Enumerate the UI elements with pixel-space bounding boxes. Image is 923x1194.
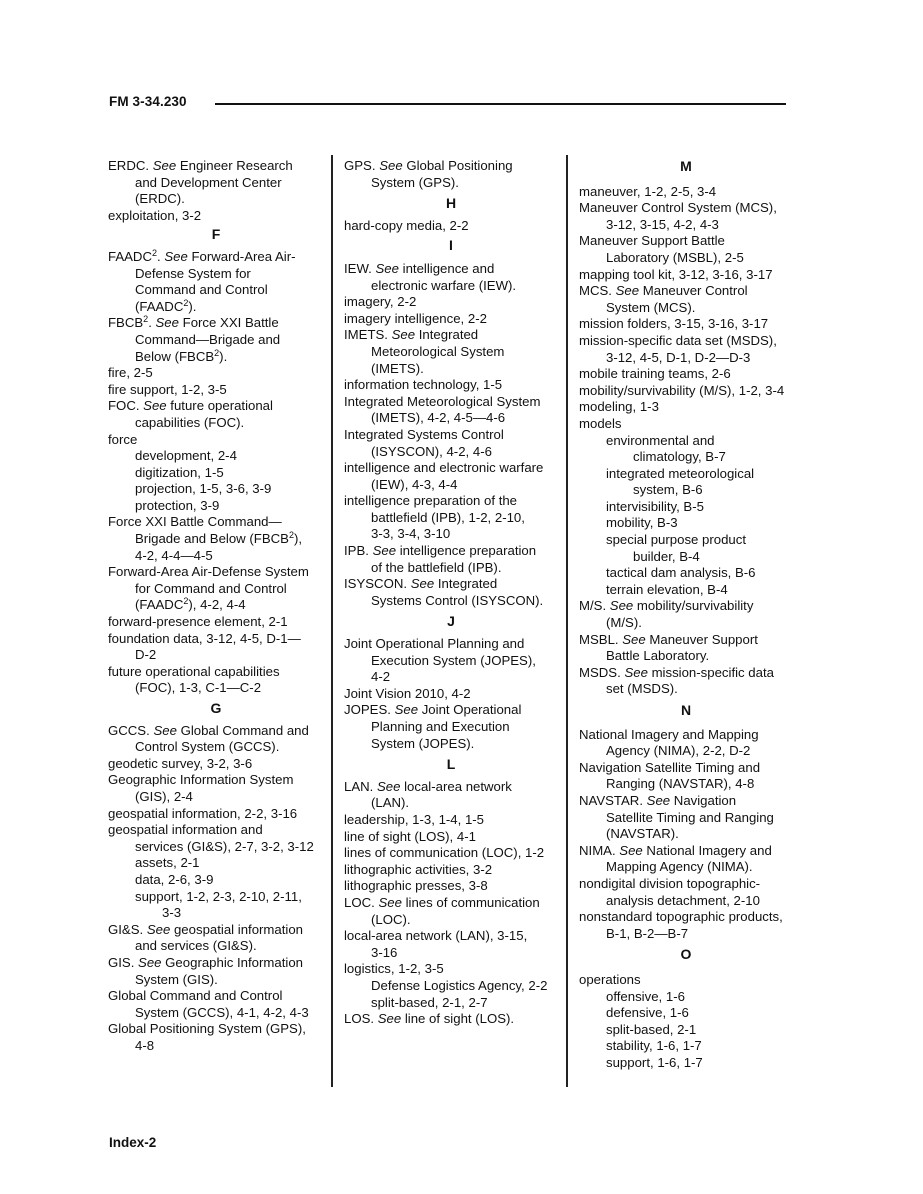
index-entry: National Imagery and Mapping Agency (NIMA), 2-2, D-2 <box>579 726 759 759</box>
index-entry: Integrated Meteorological System (IMETS), 4-2, 4-5—4-6 <box>344 393 541 426</box>
index-entry: MSDS. See mission-specific data set (MSDS). <box>579 664 774 697</box>
index-entry: Maneuver Support Battle Laboratory (MSBL), 2-5 <box>579 233 744 265</box>
index-entry: fire, 2-5 <box>108 365 153 381</box>
index-column-3 <box>579 158 793 1071</box>
index-entry: logistics, 1-2, 3-5 Defense Logistics Agency, 2-2 split-based, 2-1, 2-7 <box>344 961 548 1010</box>
index-entry: Geographic Information System (GIS), 2-4 <box>108 772 294 804</box>
index-entry: Force XXI Battle Command— Brigade and Below (FBCB$^2$), 4-2, 4-4—4-5 <box>108 514 303 563</box>
section-letter-f: F <box>211 226 221 243</box>
index-entry: Global Command and Control System (GCCS), 4-1, 4-2, 4-3 <box>108 988 309 1020</box>
index-entry: FAADC$^2$. See Forward-Area Air- Defense System for Command and Control (FAADC$^2$). <box>108 247 296 314</box>
index-entry: lithographic presses, 3-8 <box>344 878 488 894</box>
index-entry: intelligence and electronic warfare (IEW), 4-3, 4-4 <box>344 460 544 492</box>
index-entry: line of sight (LOS), 4-1 <box>344 828 476 844</box>
index-column-1 <box>108 158 324 1054</box>
index-entry: geospatial information, 2-2, 3-16 <box>108 805 298 821</box>
index-entry: imagery, 2-2 <box>344 294 417 310</box>
running-header-title: FM 3-34.230 <box>109 94 187 109</box>
index-entry: ERDC. See Engineer Research and Development Center (ERDC). <box>108 158 293 207</box>
index-entry: foundation data, 3-12, 4-5, D-1— D-2 <box>108 630 301 663</box>
index-column-2 <box>344 158 558 1028</box>
index-entry: FOC. See future operational capabilities (FOC). <box>108 398 273 430</box>
index-entry: IEW. See intelligence and electronic warfare (IEW). <box>344 260 517 293</box>
index-entry: IMETS. See Integrated Meteorological System (IMETS). <box>344 327 505 376</box>
index-entry: ISYSCON. See Integrated Systems Control (ISYSCON). <box>344 576 544 608</box>
index-entry: intelligence preparation of the battlefield (IPB), 1-2, 2-10, 3-3, 3-4, 3-10 <box>344 493 525 542</box>
index-entry: geodetic survey, 3-2, 3-6 <box>108 755 253 771</box>
index-entry: FBCB$^2$. See Force XXI Battle Command—Brigade and Below (FBCB$^2$). <box>108 314 281 364</box>
index-entry: nondigital division topographic- analysis detachment, 2-10 <box>579 875 761 908</box>
column-divider <box>566 155 568 1087</box>
section-letter-j: J <box>447 613 455 630</box>
index-entry: mobile training teams, 2-6 <box>579 366 731 382</box>
index-entry: JOPES. See Joint Operational Planning and Execution System (JOPES). <box>344 702 522 751</box>
index-entry: mission-specific data set (MSDS), 3-12, 4-5, D-1, D-2—D-3 <box>579 332 777 365</box>
index-entry: geospatial information and services (GI&S), 2-7, 3-2, 3-12 assets, 2-1 data, 2-6, 3-9 support, 1-2, 2-3, 2-10, 2-11, 3-3 <box>108 822 314 921</box>
section-letter-g: G <box>210 700 222 716</box>
index-entry: local-area network (LAN), 3-15, 3-16 <box>344 928 528 960</box>
index-entry: Forward-Area Air-Defense System for Command and Control (FAADC$^2$), 4-2, 4-4 <box>108 564 309 613</box>
section-letter-h: H <box>445 195 457 212</box>
index-entry: nonstandard topographic products, B-1, B-2—B-7 <box>579 909 783 941</box>
header-rule <box>215 103 786 105</box>
index-entry: GIS. See Geographic Information System (GIS). <box>108 954 303 987</box>
section-letter-m: M <box>680 158 692 174</box>
index-entry: Navigation Satellite Timing and Ranging (NAVSTAR), 4-8 <box>579 759 761 792</box>
index-entry: leadership, 1-3, 1-4, 1-5 <box>344 811 485 827</box>
index-entry: information technology, 1-5 <box>344 377 503 393</box>
index-entry: future operational capabilities (FOC), 1-3, C-1—C-2 <box>108 663 280 696</box>
index-entry: forward-presence element, 2-1 <box>108 614 288 630</box>
section-letter-l: L <box>446 756 456 773</box>
index-entry: Maneuver Control System (MCS), 3-12, 3-15, 4-2, 4-3 <box>579 200 777 232</box>
index-entry: GPS. See Global Positioning System (GPS). <box>344 158 513 190</box>
index-entry: modeling, 1-3 <box>579 399 659 415</box>
index-entry: M/S. See mobility/survivability (M/S). <box>579 598 754 631</box>
section-letter-o: O <box>680 946 692 963</box>
index-entry: NAVSTAR. See Navigation Satellite Timing and Ranging (NAVSTAR). <box>579 792 774 842</box>
index-entry: Joint Vision 2010, 4-2 <box>344 685 471 701</box>
index-entry: mission folders, 3-15, 3-16, 3-17 <box>579 316 769 332</box>
index-entry: LAN. See local-area network (LAN). <box>344 778 512 811</box>
index-entry: NIMA. See National Imagery and Mapping Agency (NIMA). <box>579 842 772 875</box>
index-entry: fire support, 1-2, 3-5 <box>108 381 227 397</box>
index-entry: MSBL. See Maneuver Support Battle Laboratory. <box>579 631 758 664</box>
index-entry: LOS. See line of sight (LOS). <box>344 1011 515 1027</box>
index-entry: IPB. See intelligence preparation of the battlefield (IPB). <box>344 543 537 575</box>
index-entry: force development, 2-4 digitization, 1-5 projection, 1-5, 3-6, 3-9 protection, 3-9 <box>108 431 272 513</box>
index-entry: MCS. See Maneuver Control System (MCS). <box>579 283 748 315</box>
section-letter-i: I <box>449 237 453 254</box>
index-entry: exploitation, 3-2 <box>108 207 202 223</box>
index-entry: lithographic activities, 3-2 <box>344 861 493 877</box>
section-letter-n: N <box>680 702 692 718</box>
index-entry: mapping tool kit, 3-12, 3-16, 3-17 <box>579 266 773 282</box>
index-entry: mobility/survivability (M/S), 1-2, 3-4 <box>579 382 785 398</box>
page-number-footer: Index-2 <box>109 1135 157 1150</box>
index-entry: GI&S. See geospatial information and services (GI&S). <box>108 921 303 954</box>
index-entry: imagery intelligence, 2-2 <box>344 310 487 326</box>
index-entry: Global Positioning System (GPS), 4-8 <box>108 1021 306 1053</box>
column-divider <box>331 155 333 1087</box>
index-entry: maneuver, 1-2, 2-5, 3-4 <box>579 183 717 199</box>
index-entry: GCCS. See Global Command and Control System (GCCS). <box>108 722 309 755</box>
index-entry: Integrated Systems Control (ISYSCON), 4-2, 4-6 <box>344 426 504 459</box>
index-entry: LOC. See lines of communication (LOC). <box>344 894 540 927</box>
index-entry: hard-copy media, 2-2 <box>344 217 469 233</box>
index-entry: lines of communication (LOC), 1-2 <box>344 845 545 861</box>
index-entry: operations offensive, 1-6 defensive, 1-6 split-based, 2-1 stability, 1-6, 1-7 support, 1-6, 1-7 <box>579 971 703 1070</box>
index-entry: models environmental and climatology, B-7 integrated meteorological system, B-6 intervisibility, B-5 mobility, B-3 special purpose product builder, B-4 tactical dam analysis, B-6 terrain elevation, B-4 <box>579 415 756 597</box>
index-entry: Joint Operational Planning and Execution System (JOPES), 4-2 <box>344 636 536 685</box>
